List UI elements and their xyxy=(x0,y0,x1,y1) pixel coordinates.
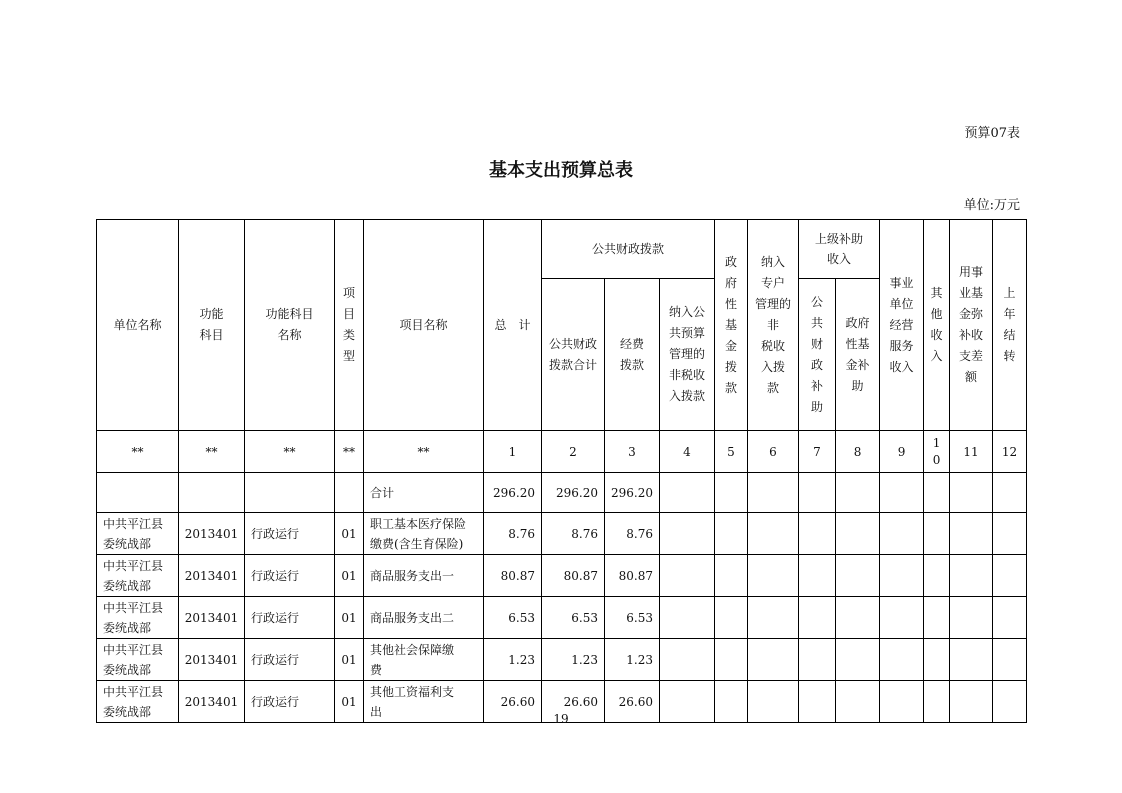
total-cell-empty xyxy=(836,473,880,513)
empty-cell xyxy=(715,597,748,639)
empty-cell xyxy=(799,555,836,597)
code-cell: 8 xyxy=(836,431,880,473)
empty-cell xyxy=(799,639,836,681)
header-sub-public: 公 共 财 政 补 助 xyxy=(799,279,836,431)
funds-cell: 8.76 xyxy=(605,513,660,555)
header-gov-fund: 政 府 性 基 金 拨 款 xyxy=(715,220,748,431)
empty-cell xyxy=(836,639,880,681)
empty-cell xyxy=(836,513,880,555)
funds-cell: 26.60 xyxy=(605,681,660,723)
empty-cell xyxy=(799,597,836,639)
unit-label: 单位:万元 xyxy=(963,198,1020,213)
func-name-cell: 行政运行 xyxy=(245,555,335,597)
code-cell: 11 xyxy=(950,431,993,473)
item-type-cell: 01 xyxy=(335,513,364,555)
code-cell: 1 0 xyxy=(924,431,950,473)
total-pf-amount: 296.20 xyxy=(542,473,605,513)
empty-cell xyxy=(880,555,924,597)
total-cell-empty xyxy=(880,473,924,513)
code-cell: 3 xyxy=(605,431,660,473)
total-row xyxy=(97,473,1027,513)
empty-cell xyxy=(993,597,1027,639)
item-name-cell: 职工基本医疗保险 缴费(含生育保险) xyxy=(364,513,484,555)
budget-table xyxy=(96,219,1027,723)
empty-cell xyxy=(660,597,715,639)
header-nontax: 纳入公 共预算 管理的 非税收 入拨款 xyxy=(660,279,715,431)
item-name-cell: 商品服务支出一 xyxy=(364,555,484,597)
func-code-cell: 2013401 xyxy=(179,555,245,597)
empty-cell xyxy=(950,555,993,597)
table-row xyxy=(97,555,1027,597)
total-cell: 26.60 xyxy=(484,681,542,723)
empty-cell xyxy=(715,639,748,681)
header-total: 总 计 xyxy=(484,220,542,431)
total-cell: 80.87 xyxy=(484,555,542,597)
empty-cell xyxy=(880,513,924,555)
empty-cell xyxy=(993,555,1027,597)
empty-cell xyxy=(836,597,880,639)
total-cell-empty xyxy=(715,473,748,513)
header-func-code: 功能 科目 xyxy=(179,220,245,431)
table-row xyxy=(97,513,1027,555)
empty-cell xyxy=(924,639,950,681)
unit-cell: 中共平江县 委统战部 xyxy=(97,681,179,723)
header-sub-gov-fund: 政府 性基 金补 助 xyxy=(836,279,880,431)
code-cell: 2 xyxy=(542,431,605,473)
header-func-name: 功能科目 名称 xyxy=(245,220,335,431)
code-cell: 1 xyxy=(484,431,542,473)
page-number: 19 xyxy=(553,712,569,726)
empty-cell xyxy=(660,639,715,681)
item-type-cell: 01 xyxy=(335,639,364,681)
empty-cell xyxy=(880,639,924,681)
empty-cell xyxy=(836,555,880,597)
page-title: 基本支出预算总表 xyxy=(489,160,633,181)
header-carryover: 上 年 结 转 xyxy=(993,220,1027,431)
func-name-cell: 行政运行 xyxy=(245,513,335,555)
header-item-name: 项目名称 xyxy=(364,220,484,431)
total-cell: 1.23 xyxy=(484,639,542,681)
total-cell-empty xyxy=(799,473,836,513)
code-cell: 12 xyxy=(993,431,1027,473)
empty-cell xyxy=(715,513,748,555)
item-type-cell: 01 xyxy=(335,597,364,639)
total-cell-empty xyxy=(950,473,993,513)
table-body xyxy=(97,513,1027,723)
form-number: 预算07表 xyxy=(964,126,1020,141)
code-cell: ** xyxy=(97,431,179,473)
empty-cell xyxy=(950,639,993,681)
total-cell-empty xyxy=(748,473,799,513)
pf-total-cell: 1.23 xyxy=(542,639,605,681)
func-name-cell: 行政运行 xyxy=(245,597,335,639)
total-cell-empty xyxy=(245,473,335,513)
item-name-cell: 商品服务支出二 xyxy=(364,597,484,639)
empty-cell xyxy=(924,555,950,597)
pf-total-cell: 80.87 xyxy=(542,555,605,597)
item-type-cell: 01 xyxy=(335,681,364,723)
func-code-cell: 2013401 xyxy=(179,639,245,681)
header-funds: 经费 拨款 xyxy=(605,279,660,431)
header-superior-subsidy: 上级补助 收入 xyxy=(799,220,880,279)
total-cell-empty xyxy=(993,473,1027,513)
empty-cell xyxy=(660,555,715,597)
table-row xyxy=(97,597,1027,639)
header-unit-name: 单位名称 xyxy=(97,220,179,431)
total-cell-empty xyxy=(335,473,364,513)
header-pf-total: 公共财政 拨款合计 xyxy=(542,279,605,431)
total-cell-empty xyxy=(924,473,950,513)
total-funds-amount: 296.20 xyxy=(605,473,660,513)
empty-cell xyxy=(950,513,993,555)
code-row xyxy=(97,431,1027,473)
empty-cell xyxy=(799,513,836,555)
code-cell: ** xyxy=(179,431,245,473)
total-cell-empty xyxy=(97,473,179,513)
item-type-cell: 01 xyxy=(335,555,364,597)
func-name-cell: 行政运行 xyxy=(245,639,335,681)
total-cell-empty xyxy=(660,473,715,513)
code-cell: 7 xyxy=(799,431,836,473)
funds-cell: 80.87 xyxy=(605,555,660,597)
empty-cell xyxy=(715,555,748,597)
empty-cell xyxy=(748,513,799,555)
func-name-cell: 行政运行 xyxy=(245,681,335,723)
func-code-cell: 2013401 xyxy=(179,681,245,723)
funds-cell: 6.53 xyxy=(605,597,660,639)
func-code-cell: 2013401 xyxy=(179,513,245,555)
code-cell: 4 xyxy=(660,431,715,473)
pf-total-cell: 8.76 xyxy=(542,513,605,555)
empty-cell xyxy=(993,513,1027,555)
total-label: 合计 xyxy=(364,473,484,513)
header-public-finance: 公共财政拨款 xyxy=(542,220,715,279)
empty-cell xyxy=(660,513,715,555)
code-cell: ** xyxy=(245,431,335,473)
func-code-cell: 2013401 xyxy=(179,597,245,639)
item-name-cell: 其他工资福利支 出 xyxy=(364,681,484,723)
code-cell: 5 xyxy=(715,431,748,473)
unit-cell: 中共平江县 委统战部 xyxy=(97,597,179,639)
item-name-cell: 其他社会保障缴 费 xyxy=(364,639,484,681)
total-cell-empty xyxy=(179,473,245,513)
total-amount: 296.20 xyxy=(484,473,542,513)
header-balance-fund: 用事 业基 金弥 补收 支差 额 xyxy=(950,220,993,431)
empty-cell xyxy=(924,597,950,639)
header-special-nontax: 纳入 专户 管理的非 税收 入拨 款 xyxy=(748,220,799,431)
unit-cell: 中共平江县 委统战部 xyxy=(97,555,179,597)
header-other-income: 其 他 收 入 xyxy=(924,220,950,431)
empty-cell xyxy=(748,555,799,597)
empty-cell xyxy=(880,597,924,639)
empty-cell xyxy=(993,639,1027,681)
empty-cell xyxy=(924,513,950,555)
funds-cell: 1.23 xyxy=(605,639,660,681)
header-item-type: 项 目 类 型 xyxy=(335,220,364,431)
table-row xyxy=(97,639,1027,681)
code-cell: 6 xyxy=(748,431,799,473)
unit-cell: 中共平江县 委统战部 xyxy=(97,513,179,555)
code-cell: ** xyxy=(335,431,364,473)
empty-cell xyxy=(950,597,993,639)
pf-total-cell: 6.53 xyxy=(542,597,605,639)
empty-cell xyxy=(748,597,799,639)
empty-cell xyxy=(748,639,799,681)
code-cell: 9 xyxy=(880,431,924,473)
total-cell: 8.76 xyxy=(484,513,542,555)
table-header xyxy=(97,220,1027,473)
code-cell: ** xyxy=(364,431,484,473)
header-business-income: 事业 单位 经营 服务 收入 xyxy=(880,220,924,431)
total-cell: 6.53 xyxy=(484,597,542,639)
pf-total-cell: 26.60 xyxy=(542,681,605,723)
unit-cell: 中共平江县 委统战部 xyxy=(97,639,179,681)
